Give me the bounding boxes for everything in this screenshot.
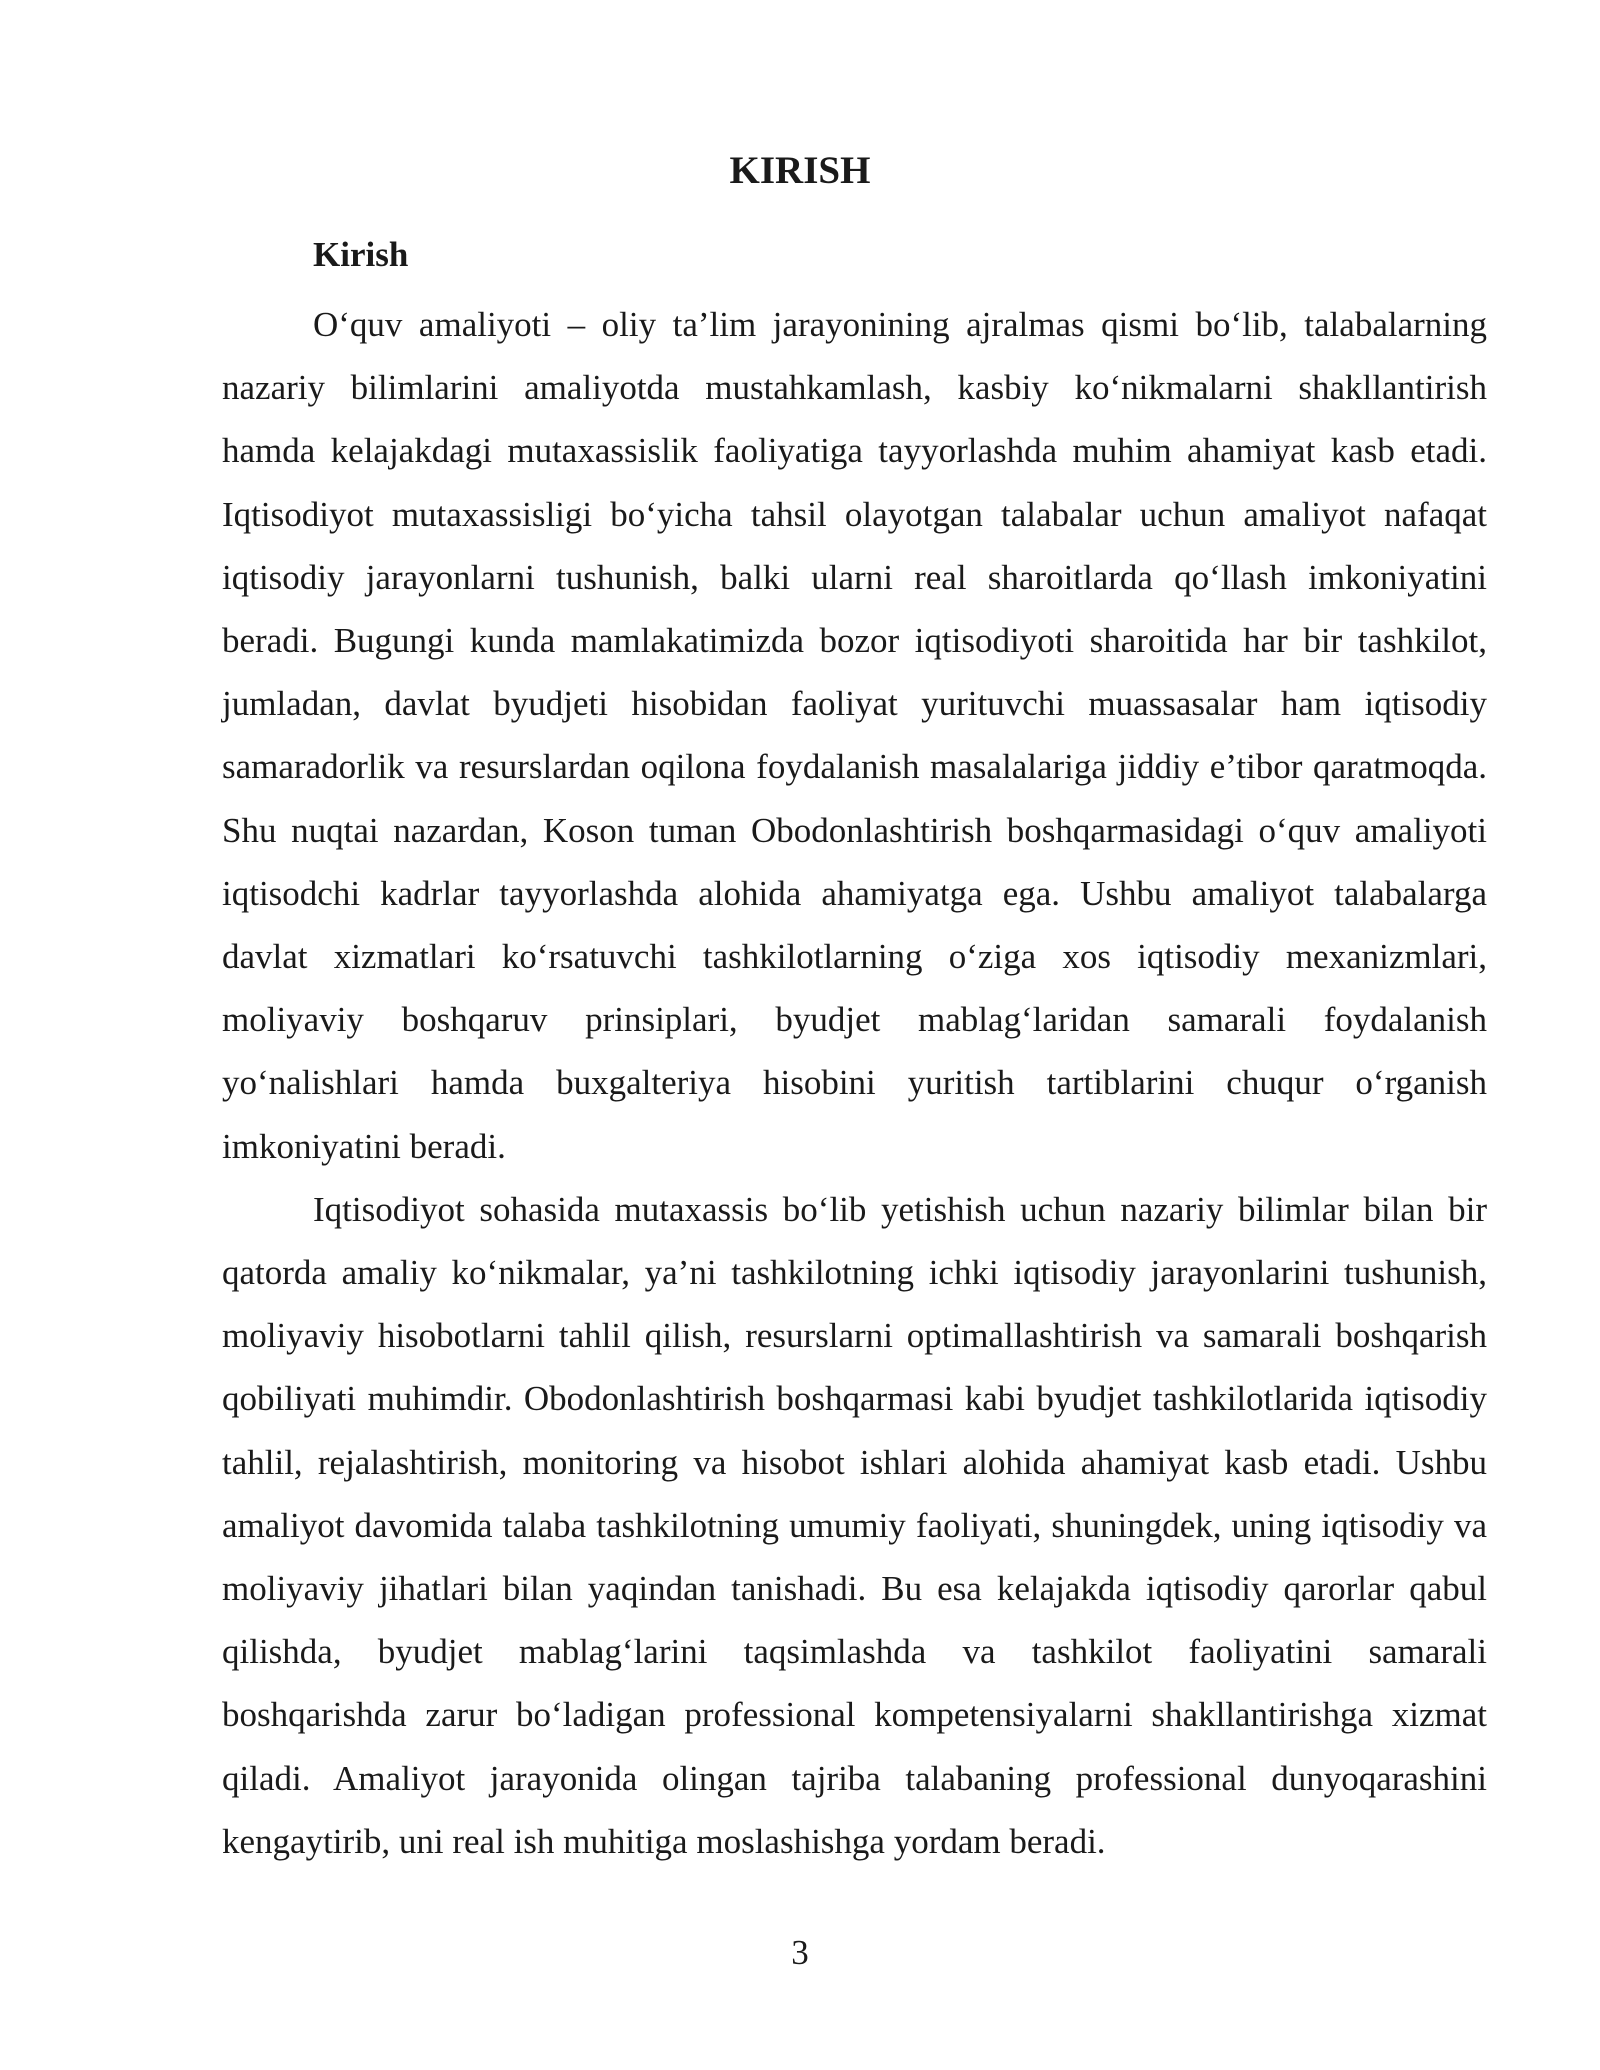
page-number: 3: [791, 1933, 809, 1972]
body-text: [222, 293, 1487, 1873]
paragraph-1: O‘quv amaliyoti – oliy ta’lim jarayonining ajralmas qismi bo‘lib, talabalarning nazariy bilimlarini amaliyotda mustahkamlash, kasbiy ko‘nikmalarni shakllantirish hamda kelajakdagi mutaxassislik faoliyatiga tayyorlashda muhim ahamiyat kasb etadi. Iqtisodiyot mutaxassisligi bo‘yicha tahsil olayotgan talabalar uchun amaliyot nafaqat iqtisodiy jarayonlarni tushunish, balki ularni real sharoitlarda qo‘llash imkoniyatini beradi. Bugungi kunda mamlakatimizda bozor iqtisodiyoti sharoitida har bir tashkilot, jumladan, davlat byudjeti hisobidan faoliyat yurituvchi muassasalar ham iqtisodiy samaradorlik va resurslardan oqilona foydalanish masalalariga jiddiy e’tibor qaratmoqda. Shu nuqtai nazardan, Koson tuman Obodonlashtirish boshqarmasidagi o‘quv amaliyoti iqtisodchi kadrlar tayyorlashda alohida ahamiyatga ega. Ushbu amaliyot talabalarga davlat xizmatlari ko‘rsatuvchi tashkilotlarning o‘ziga xos iqtisodiy mexanizmlari, moliyaviy boshqaruv prinsiplari, byudjet mablag‘laridan samarali foydalanish yo‘nalishlari hamda buxgalteriya hisobini yuritish tartiblarini chuqur o‘rganish imkoniyatini beradi.: [222, 305, 1487, 1166]
section-heading: Kirish: [313, 235, 409, 274]
page-title: KIRISH: [729, 149, 871, 192]
paragraph-2: Iqtisodiyot sohasida mutaxassis bo‘lib yetishish uchun nazariy bilimlar bilan bir qatorda amaliy ko‘nikmalar, ya’ni tashkilotning ichki iqtisodiy jarayonlarini tushunish, moliyaviy hisobotlarni tahlil qilish, resurslarni optimallashtirish va samarali boshqarish qobiliyati muhimdir. Obodonlashtirish boshqarmasi kabi byudjet tashkilotlarida iqtisodiy tahlil, rejalashtirish, monitoring va hisobot ishlari alohida ahamiyat kasb etadi. Ushbu amaliyot davomida talaba tashkilotning umumiy faoliyati, shuningdek, uning iqtisodiy va moliyaviy jihatlari bilan yaqindan tanishadi. Bu esa kelajakda iqtisodiy qarorlar qabul qilishda, byudjet mablag‘larini taqsimlashda va tashkilot faoliyatini samarali boshqarishda zarur bo‘ladigan professional kompetensiyalarni shakllantirishga xizmat qiladi. Amaliyot jarayonida olingan tajriba talabaning professional dunyoqarashini kengaytirib, uni real ish muhitiga moslashishga yordam beradi.: [222, 1189, 1487, 1861]
